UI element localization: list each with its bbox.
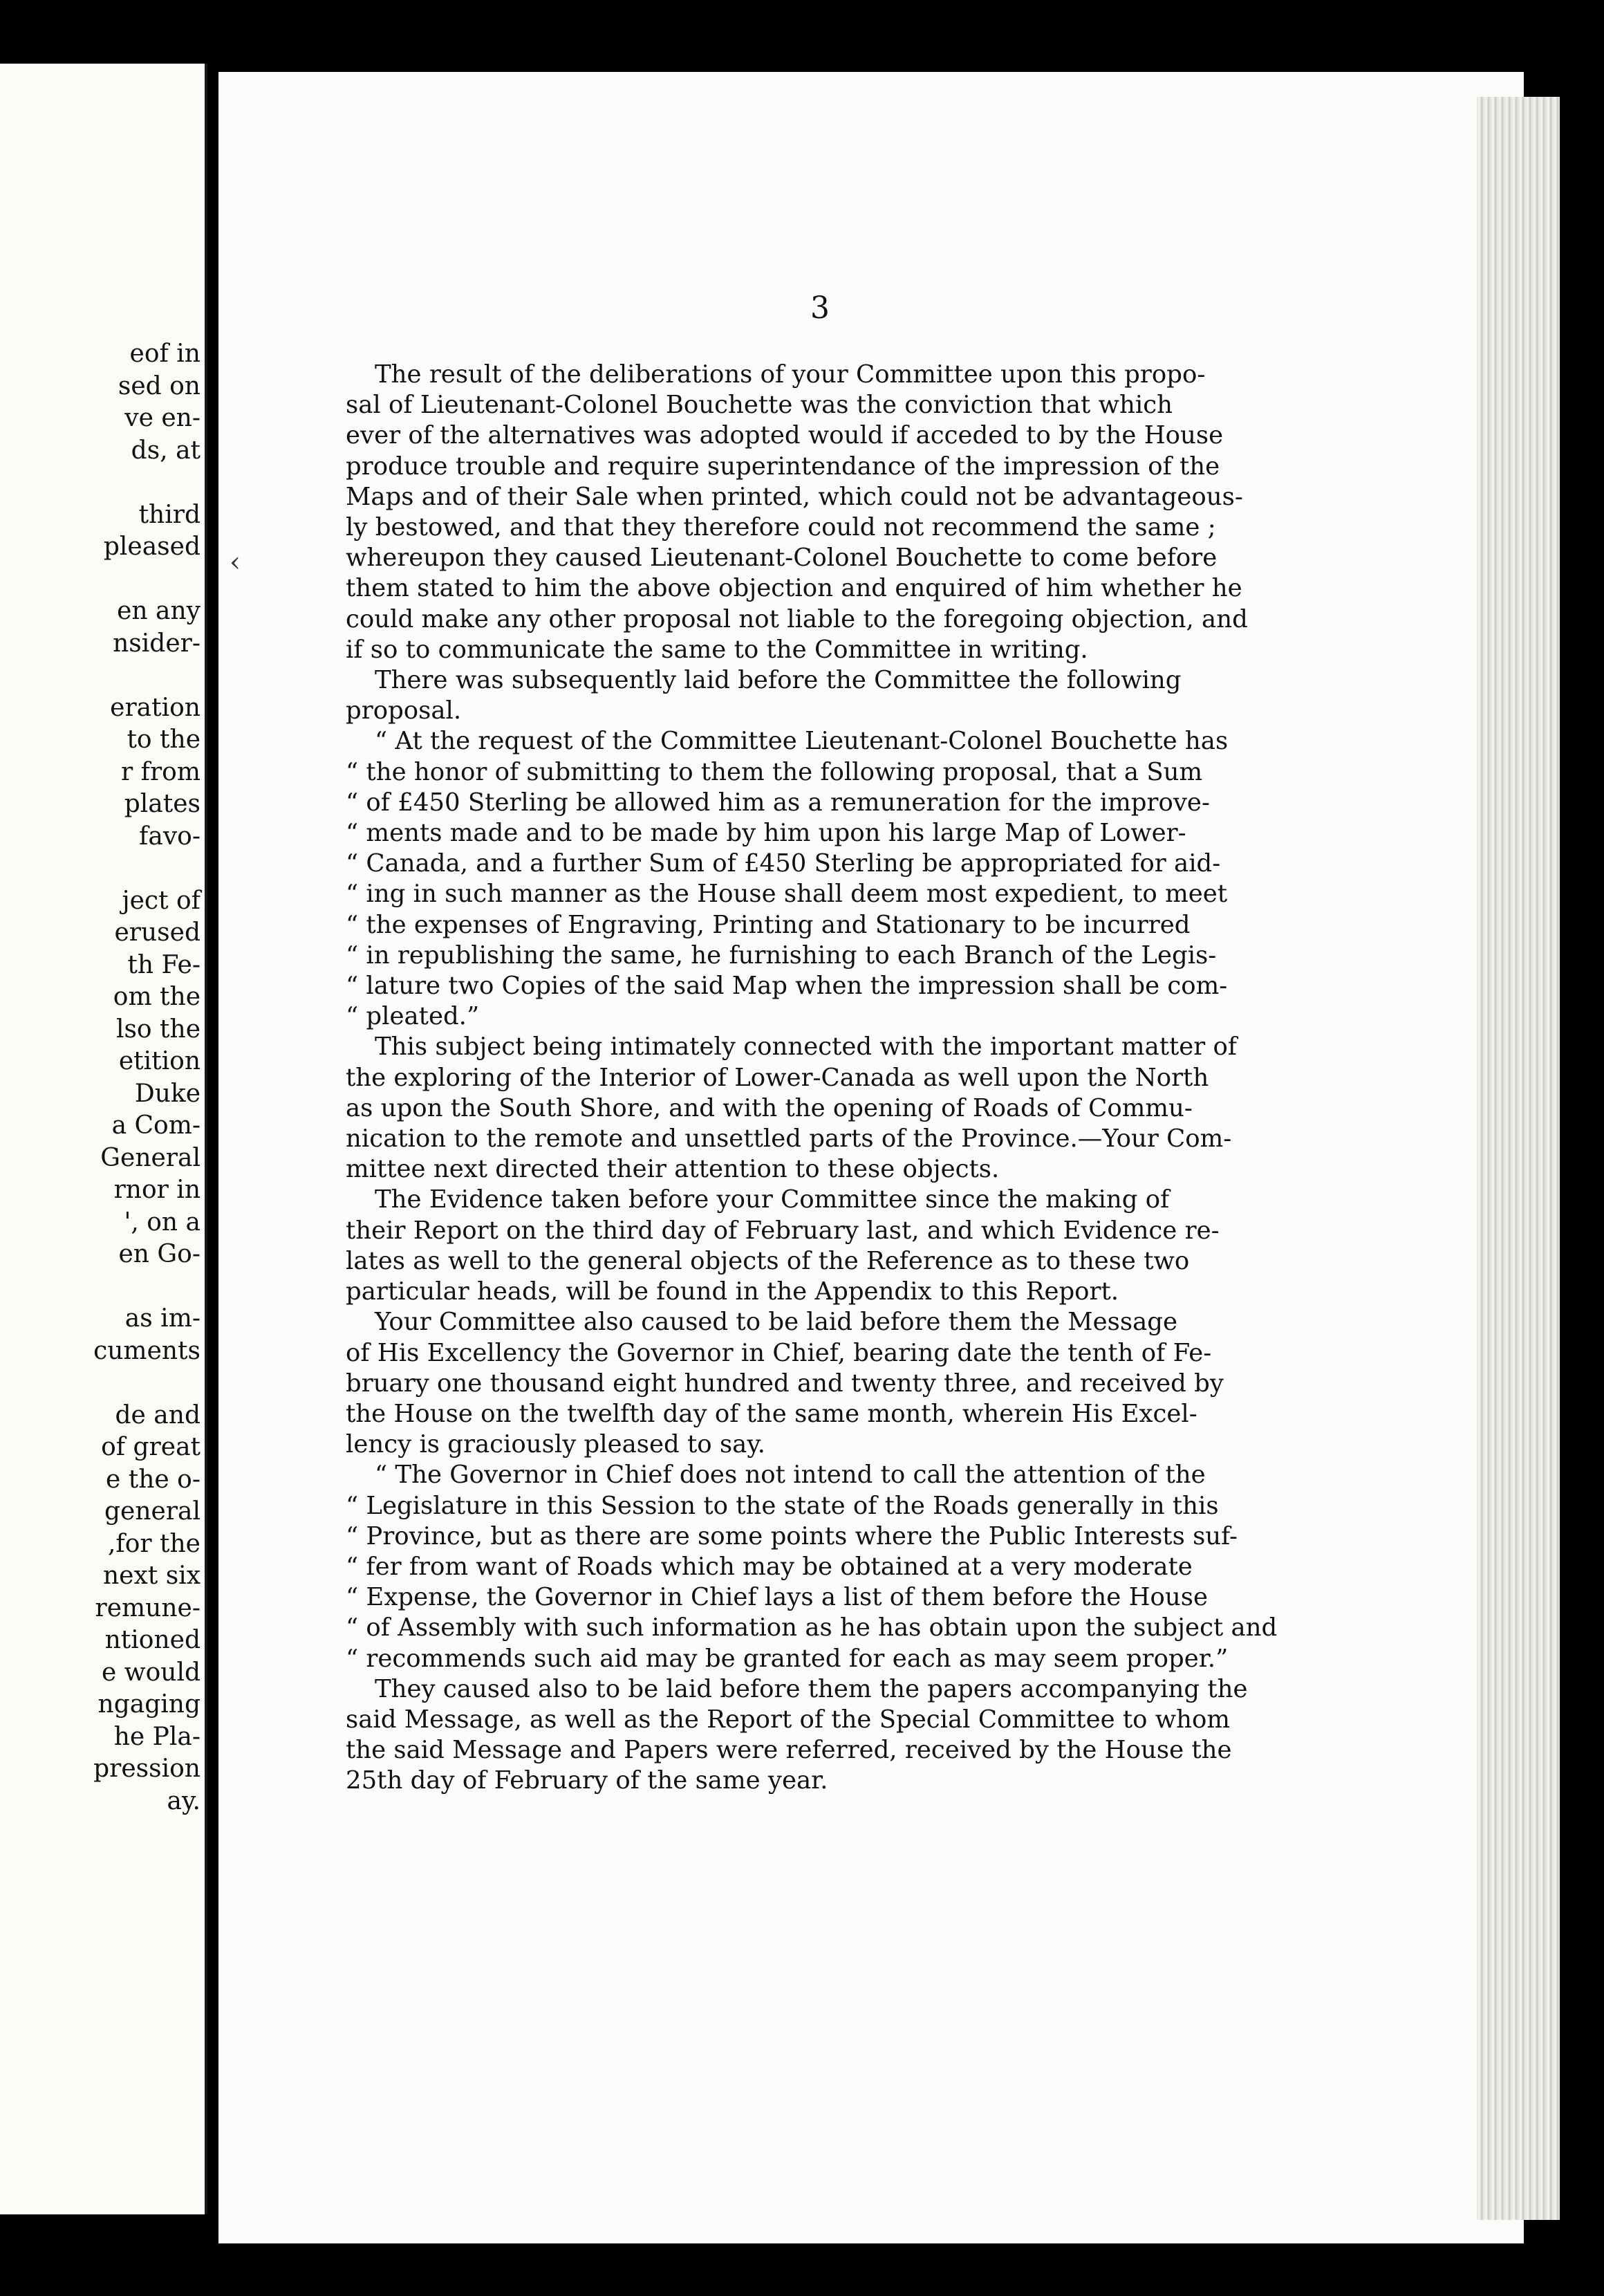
text-line: “ of Assembly with such information as he has obtain upon the subject and bbox=[346, 1613, 1278, 1642]
text-line: “ Province, but as there are some points where the Public Interests suf- bbox=[346, 1521, 1238, 1550]
left-page-line: rnor in bbox=[113, 1176, 200, 1204]
left-page-line: de and bbox=[115, 1400, 200, 1429]
text-line: “ fer from want of Roads which may be obtained at a very moderate bbox=[346, 1552, 1193, 1581]
left-page-line: third bbox=[138, 500, 200, 529]
left-page-line: en Go- bbox=[118, 1240, 200, 1268]
text-line: them stated to him the above objection and enquired of him whether he bbox=[346, 574, 1242, 603]
page-edges bbox=[1477, 97, 1560, 2220]
left-page-line: he Pla- bbox=[113, 1722, 200, 1751]
text-line: of His Excellency the Governor in Chief, bearing date the tenth of Fe- bbox=[346, 1338, 1212, 1367]
text-line: “ Expense, the Governor in Chief lays a list of them before the House bbox=[346, 1583, 1208, 1612]
text-line: “ recommends such aid may be granted for each as may seem proper.” bbox=[346, 1644, 1229, 1673]
text-line: “ ing in such manner as the House shall deem most expedient, to meet bbox=[346, 880, 1228, 909]
text-line: “ ments made and to be made by him upon his large Map of Lower- bbox=[346, 819, 1186, 848]
page-number: 3 bbox=[810, 290, 830, 326]
text-line: “ of £450 Sterling be allowed him as a remuneration for the improve- bbox=[346, 788, 1210, 817]
text-line: bruary one thousand eight hundred and twenty three, and received by bbox=[346, 1369, 1224, 1398]
text-line: “ lature two Copies of the said Map when the impression shall be com- bbox=[346, 972, 1228, 1001]
text-line: “ pleated.” bbox=[346, 1002, 480, 1031]
text-line: “ Canada, and a further Sum of £450 Sterling be appropriated for aid- bbox=[346, 849, 1221, 878]
left-page-line: etition bbox=[118, 1047, 200, 1075]
left-page-line: th Fe- bbox=[127, 950, 200, 979]
text-line: the exploring of the Interior of Lower-Canada as well upon the North bbox=[346, 1063, 1209, 1092]
left-page-line: ', on a bbox=[124, 1207, 200, 1237]
text-line: They caused also to be laid before them the papers accompanying the bbox=[375, 1674, 1248, 1703]
left-page-line: e would bbox=[102, 1658, 200, 1687]
text-line: “ At the request of the Committee Lieutenant-Colonel Bouchette has bbox=[375, 727, 1229, 756]
left-page-line: pression bbox=[93, 1755, 200, 1783]
left-page-line: plates bbox=[124, 790, 200, 818]
text-line: the House on the twelfth day of the same month, wherein His Excel- bbox=[346, 1399, 1197, 1428]
text-line: sal of Lieutenant-Colonel Bouchette was the conviction that which bbox=[346, 391, 1173, 420]
left-page bbox=[0, 64, 207, 2214]
left-page-line: ,for the bbox=[107, 1529, 200, 1558]
text-line: The Evidence taken before your Committee since the making of bbox=[375, 1185, 1170, 1214]
left-page-line: of great bbox=[101, 1433, 200, 1461]
text-line: “ Legislature in this Session to the state of the Roads generally in this bbox=[346, 1491, 1219, 1520]
text-line: particular heads, will be found in the Appendix to this Report. bbox=[346, 1277, 1119, 1306]
text-line: proposal. bbox=[346, 696, 462, 725]
text-line: said Message, as well as the Report of the Special Committee to whom bbox=[346, 1705, 1231, 1734]
text-line: if so to communicate the same to the Committee in writing. bbox=[346, 635, 1088, 664]
text-line: There was subsequently laid before the Committee the following bbox=[375, 666, 1182, 695]
text-line: ever of the alternatives was adopted would if acceded to by the House bbox=[346, 421, 1224, 450]
left-page-line: General bbox=[100, 1143, 200, 1172]
left-page-line: eration bbox=[110, 693, 200, 722]
left-page-line: a Com- bbox=[111, 1111, 200, 1140]
text-line: nication to the remote and unsettled parts of the Province.—Your Com- bbox=[346, 1124, 1232, 1154]
left-page-line: ngaging bbox=[97, 1690, 200, 1719]
text-line: “ the honor of submitting to them the following proposal, that a Sum bbox=[346, 757, 1203, 786]
text-line: The result of the deliberations of your Committee upon this propo- bbox=[375, 360, 1206, 389]
left-page-line: next six bbox=[103, 1562, 200, 1590]
text-line: Your Committee also caused to be laid before them the Message bbox=[375, 1308, 1177, 1337]
left-page-line: ve en- bbox=[124, 404, 200, 432]
text-line: mittee next directed their attention to these objects. bbox=[346, 1155, 1000, 1184]
left-page-line: erused bbox=[114, 918, 200, 947]
left-page-line: pleased bbox=[103, 533, 200, 561]
left-page-line: om the bbox=[113, 983, 200, 1011]
left-page-line: lso the bbox=[115, 1015, 200, 1044]
left-page-line: e the o- bbox=[106, 1465, 200, 1494]
text-line: This subject being intimately connected with the important matter of bbox=[375, 1033, 1238, 1062]
text-line: ly bestowed, and that they therefore could not recommend the same ; bbox=[346, 513, 1216, 542]
text-line: “ The Governor in Chief does not intend to call the attention of the bbox=[375, 1461, 1206, 1490]
left-page-line: general bbox=[104, 1497, 200, 1526]
text-line: Maps and of their Sale when printed, which could not be advantageous- bbox=[346, 482, 1243, 511]
margin-mark: ‹ bbox=[230, 546, 241, 578]
left-page-line: to the bbox=[127, 725, 200, 754]
body-text bbox=[346, 360, 1300, 1797]
left-page-line: sed on bbox=[118, 371, 200, 400]
left-page-line: cuments bbox=[93, 1336, 200, 1365]
text-line: their Report on the third day of February last, and which Evidence re- bbox=[346, 1216, 1220, 1245]
left-page-line: ay. bbox=[167, 1786, 200, 1815]
text-line: lency is graciously pleased to say. bbox=[346, 1430, 765, 1459]
left-page-line: ject of bbox=[122, 886, 200, 915]
left-page-line: Duke bbox=[134, 1079, 200, 1108]
left-page-line: eof in bbox=[129, 340, 200, 368]
text-line: could make any other proposal not liable to the foregoing objection, and bbox=[346, 604, 1248, 633]
text-line: as upon the South Shore, and with the opening of Roads of Commu- bbox=[346, 1093, 1193, 1122]
text-line: the said Message and Papers were referred, received by the House the bbox=[346, 1736, 1232, 1765]
left-page-line: en any bbox=[117, 597, 200, 625]
text-line: lates as well to the general objects of the Reference as to these two bbox=[346, 1246, 1190, 1275]
left-page-line: ntioned bbox=[104, 1626, 200, 1654]
text-line: produce trouble and require superintendance of the impression of the bbox=[346, 452, 1220, 481]
text-line: 25th day of February of the same year. bbox=[346, 1766, 828, 1795]
left-page-line: favo- bbox=[139, 822, 200, 851]
left-page-line: ds, at bbox=[131, 436, 200, 465]
text-line: “ in republishing the same, he furnishing to each Branch of the Legis- bbox=[346, 941, 1217, 970]
text-line: whereupon they caused Lieutenant-Colonel Bouchette to come before bbox=[346, 544, 1218, 573]
left-page-line: as im- bbox=[124, 1304, 200, 1333]
text-line: “ the expenses of Engraving, Printing and Stationary to be incurred bbox=[346, 910, 1191, 939]
left-page-line: r from bbox=[121, 757, 200, 786]
left-page-line: nsider- bbox=[113, 629, 200, 658]
left-page-line: remune- bbox=[95, 1593, 200, 1622]
